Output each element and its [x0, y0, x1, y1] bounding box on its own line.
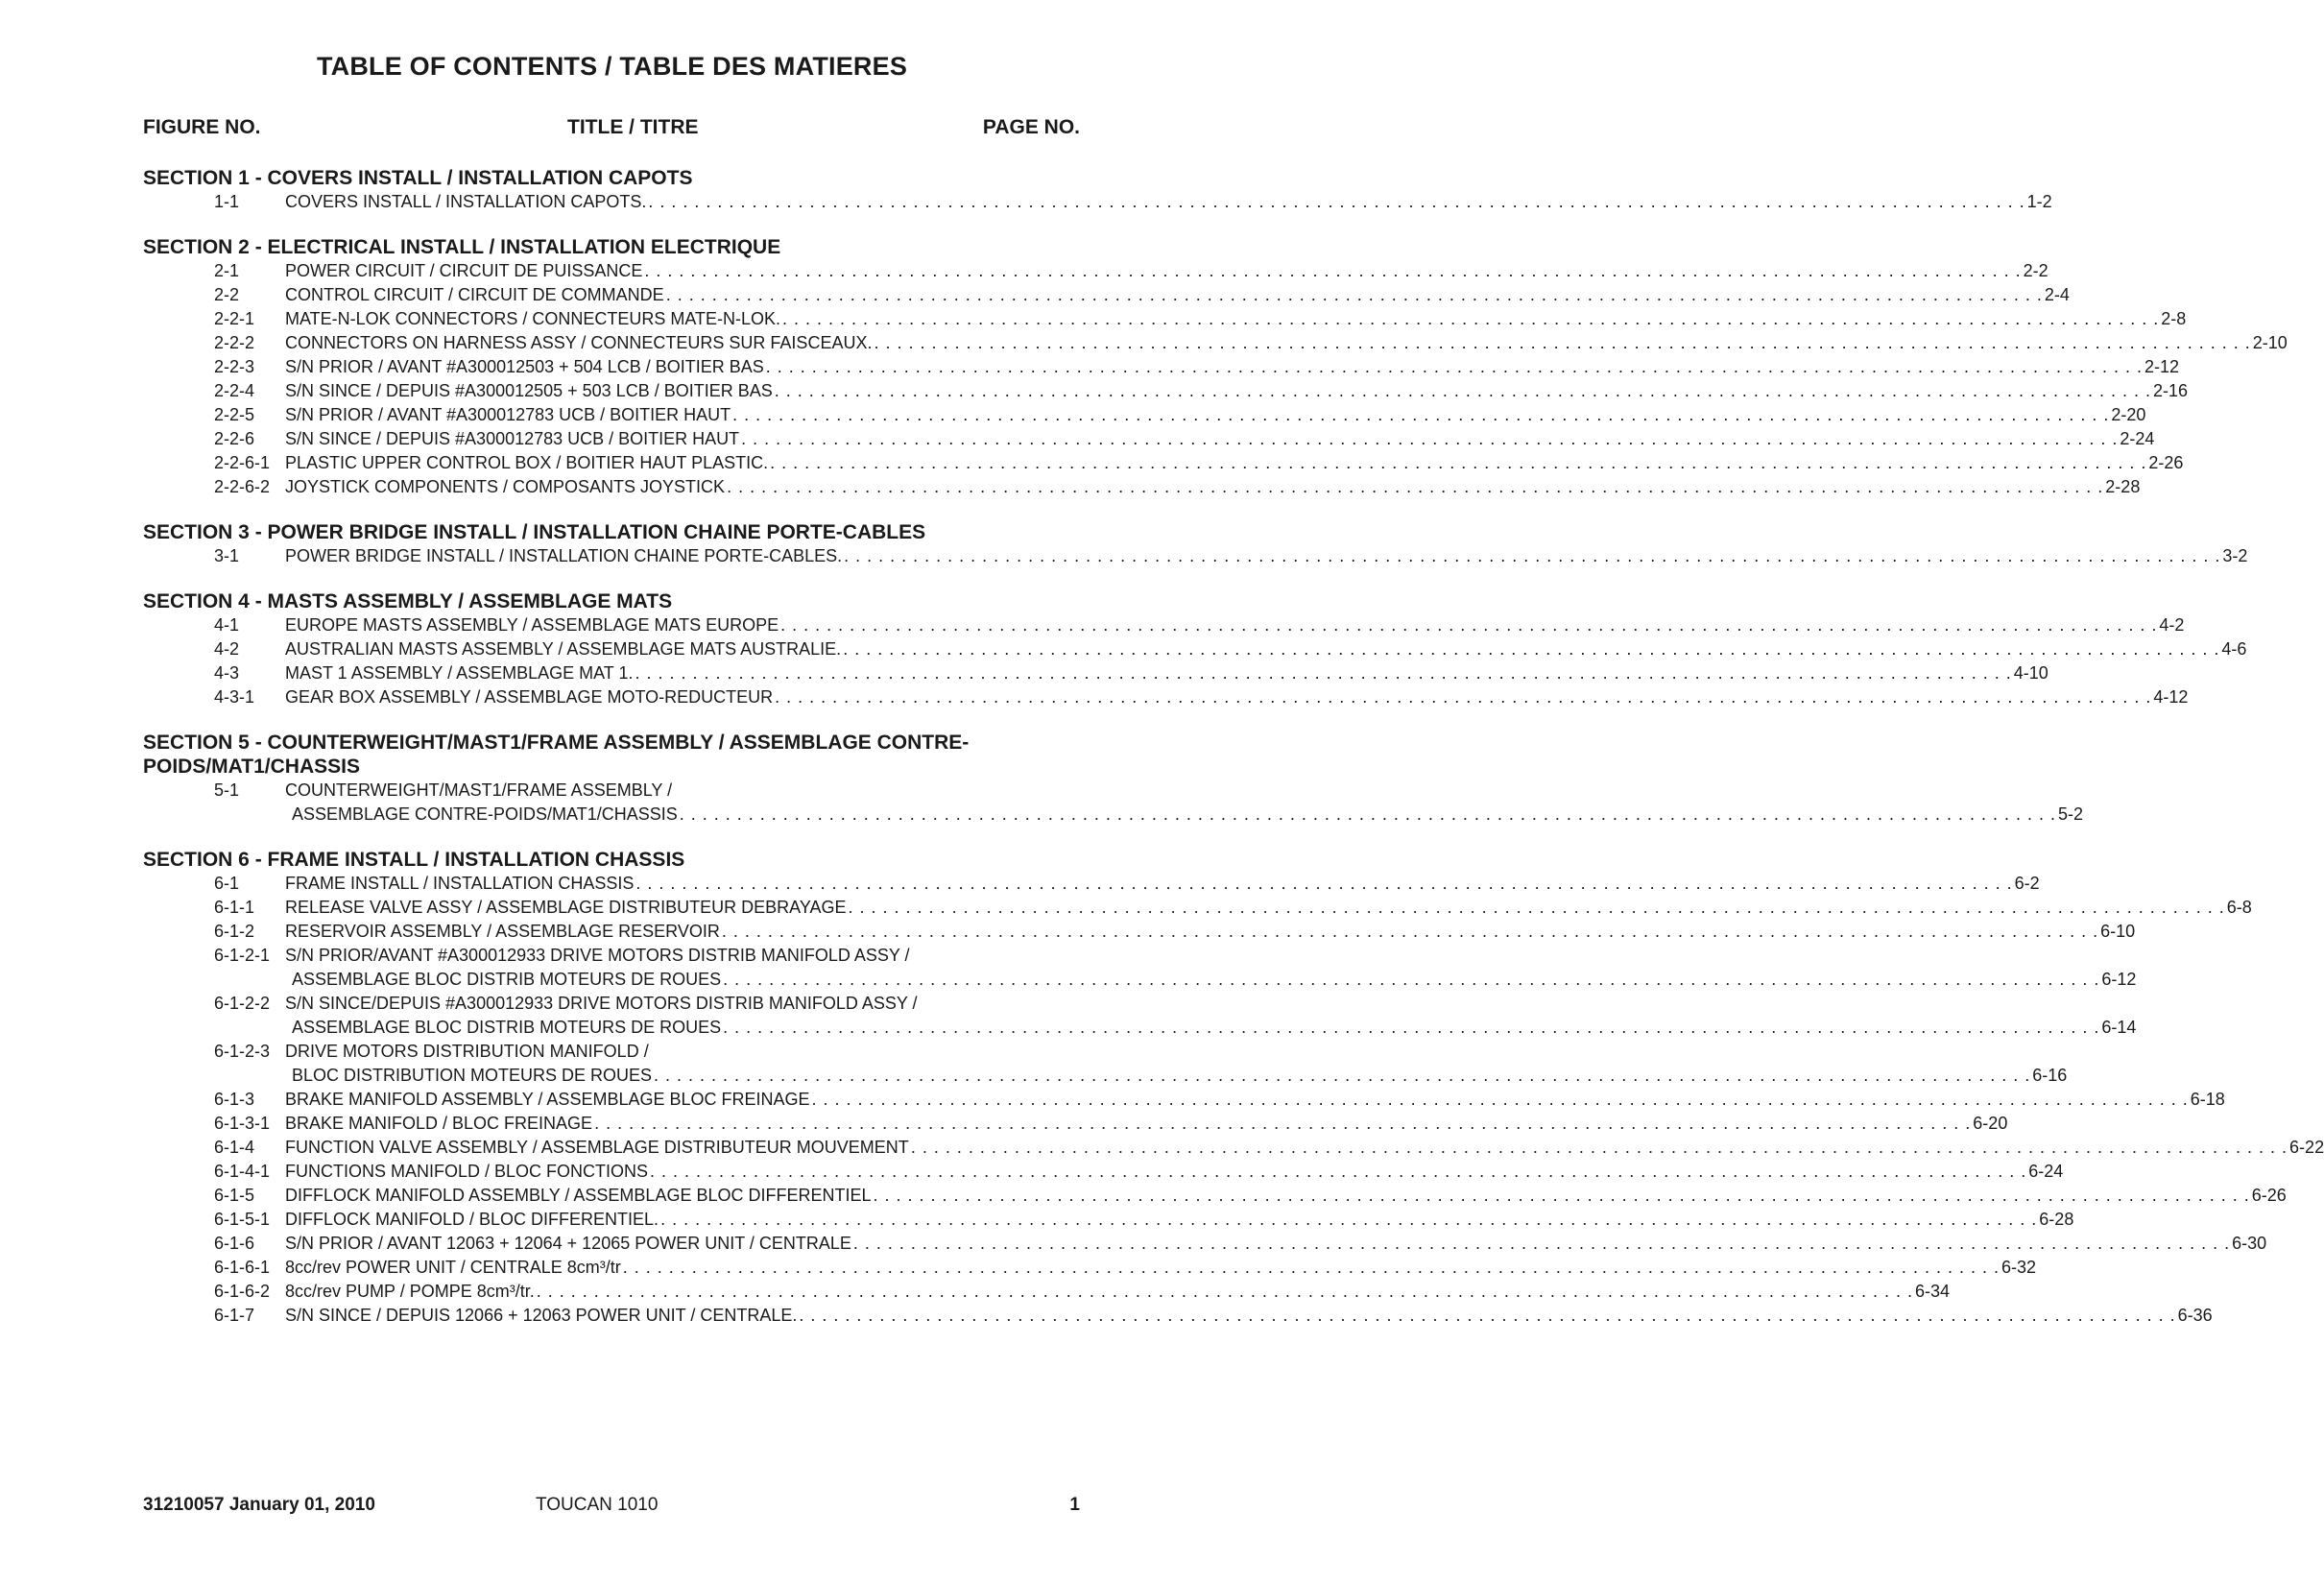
page-number: 4-6 — [2221, 639, 2247, 659]
entry-title — [285, 1112, 2008, 1136]
entry-title — [285, 283, 2070, 307]
page-number: 6-26 — [2251, 1186, 2287, 1205]
entry-title-text: CONNECTORS ON HARNESS ASSY / CONNECTEURS SUR FAISCEAUX. — [285, 333, 873, 352]
figure-number: 6-1-1 — [214, 898, 255, 917]
entry-title-line — [285, 451, 2184, 475]
figure-number: 6-1-4 — [214, 1138, 255, 1157]
dot-leader: . . . . . . . . . . . . . . . . . . . . . . . . . . . . . . . . . . . . . . . . . . . . . . . . . . . . . . . . . . . . . . . . . . . . . . . . . . . . . . . . . . . . . . . . . . . . . . . . . . . . . . . . . . . . . . . . . . . . . . . . — [732, 405, 2110, 424]
entry-title-line — [285, 331, 2288, 355]
page-number: 2-10 — [2252, 333, 2288, 352]
entry-title — [285, 307, 2187, 331]
figure-number: 6-1-5-1 — [214, 1210, 271, 1229]
page-number: 2-20 — [2111, 405, 2146, 424]
toc-entry — [143, 685, 2189, 709]
figure-number: 6-1-7 — [214, 1306, 255, 1325]
dot-leader: . . . . . . . . . . . . . . . . . . . . . . . . . . . . . . . . . . . . . . . . . . . . . . . . . . . . . . . . . . . . . . . . . . . . . . . . . . . . . . . . . . . . . . . . . . . . . . . . . . . . . . . . . . . . . . . . . . . . . . . . — [874, 333, 2251, 352]
figure-number: 2-2-3 — [214, 357, 255, 376]
page-number: 6-34 — [1914, 1282, 1950, 1301]
toc-entry — [143, 1088, 2225, 1112]
figure-number: 4-3-1 — [214, 687, 255, 707]
page-number: 6-2 — [2014, 874, 2040, 893]
figure-number: 6-1-6-1 — [214, 1258, 271, 1277]
entry-title-line — [285, 1280, 1950, 1304]
dot-leader: . . . . . . . . . . . . . . . . . . . . . . . . . . . . . . . . . . . . . . . . . . . . . . . . . . . . . . . . . . . . . . . . . . . . . . . . . . . . . . . . . . . . . . . . . . . . . . . . . . . . . . . . . . . . . . . . . . . . . . . . — [811, 1090, 2189, 1109]
entry-title — [285, 427, 2155, 451]
toc-entry — [143, 779, 2083, 827]
entry-title-text: FRAME INSTALL / INSTALLATION CHASSIS — [285, 874, 635, 893]
entry-title-text: PLASTIC UPPER CONTROL BOX / BOITIER HAUT PLASTIC. — [285, 453, 769, 472]
figure-number: 6-1-3 — [214, 1090, 255, 1109]
entry-title — [285, 872, 2040, 896]
entry-title-line — [285, 1112, 2008, 1136]
dot-leader: . . . . . . . . . . . . . . . . . . . . . . . . . . . . . . . . . . . . . . . . . . . . . . . . . . . . . . . . . . . . . . . . . . . . . . . . . . . . . . . . . . . . . . . . . . . . . . . . . . . . . . . . . . . . . . . . . . . . . . . . — [782, 309, 2160, 328]
entry-title-line — [285, 803, 2083, 827]
entry-title-text: POWER BRIDGE INSTALL / INSTALLATION CHAINE PORTE-CABLES. — [285, 546, 843, 565]
entry-title-line — [285, 613, 2185, 637]
entry-title-line — [285, 1184, 2287, 1208]
entry-title-line — [285, 259, 2048, 283]
entry-title-line — [285, 685, 2189, 709]
section-heading: SECTION 6 - FRAME INSTALL / INSTALLATION CHASSIS — [143, 849, 685, 871]
figure-number: 4-2 — [214, 639, 240, 659]
entry-title — [285, 1208, 2074, 1232]
entry-title-line — [285, 661, 2048, 685]
figure-number: 2-2-1 — [214, 309, 255, 328]
entry-title — [285, 1256, 2036, 1280]
page-number: 6-30 — [2232, 1234, 2267, 1253]
entry-title-text: POWER CIRCUIT / CIRCUIT DE PUISSANCE — [285, 261, 643, 280]
entry-title-line — [285, 920, 2136, 944]
toc-entry — [143, 637, 2247, 661]
entry-title-line — [285, 1064, 2068, 1088]
toc-entry — [143, 1184, 2287, 1208]
footer-doc-date: 31210057 January 01, 2010 — [143, 1495, 375, 1515]
entry-title-text: S/N PRIOR / AVANT #A300012783 UCB / BOITIER HAUT — [285, 405, 731, 424]
entry-title-text: ASSEMBLAGE CONTRE-POIDS/MAT1/CHASSIS — [292, 804, 678, 824]
toc-entry — [143, 355, 2180, 379]
figure-number: 6-1 — [214, 874, 240, 893]
entry-title — [285, 403, 2146, 427]
page-number: 3-2 — [2222, 546, 2248, 565]
dot-leader: . . . . . . . . . . . . . . . . . . . . . . . . . . . . . . . . . . . . . . . . . . . . . . . . . . . . . . . . . . . . . . . . . . . . . . . . . . . . . . . . . . . . . . . . . . . . . . . . . . . . . . . . . . . . . . . . . . . . . . . . — [536, 1282, 1913, 1301]
entry-title-text: RELEASE VALVE ASSY / ASSEMBLAGE DISTRIBUTEUR DEBRAYAGE — [285, 898, 847, 917]
page-number: 6-28 — [2039, 1210, 2074, 1229]
page-number: 6-8 — [2226, 898, 2252, 917]
toc-section — [143, 235, 2288, 499]
entry-title-text: GEAR BOX ASSEMBLY / ASSEMBLAGE MOTO-REDUCTEUR — [285, 687, 774, 707]
dot-leader: . . . . . . . . . . . . . . . . . . . . . . . . . . . . . . . . . . . . . . . . . . . . . . . . . . . . . . . . . . . . . . . . . . . . . . . . . . . . . . . . . . . . . . . . . . . . . . . . . . . . . . . . . . . . . . . . . . . . . . . . — [660, 1210, 2038, 1229]
dot-leader: . . . . . . . . . . . . . . . . . . . . . . . . . . . . . . . . . . . . . . . . . . . . . . . . . . . . . . . . . . . . . . . . . . . . . . . . . . . . . . . . . . . . . . . . . . . . . . . . . . . . . . . . . . . . . . . . . . . . . . . . — [770, 453, 2147, 472]
toc-entry — [143, 403, 2146, 427]
toc-entry — [143, 896, 2252, 920]
entry-title-line — [285, 896, 2252, 920]
toc-section — [143, 731, 2083, 827]
figure-number: 2-2 — [214, 285, 240, 304]
figure-number: 2-2-6-2 — [214, 477, 271, 496]
figure-number: 6-1-2 — [214, 922, 255, 941]
dot-leader: . . . . . . . . . . . . . . . . . . . . . . . . . . . . . . . . . . . . . . . . . . . . . . . . . . . . . . . . . . . . . . . . . . . . . . . . . . . . . . . . . . . . . . . . . . . . . . . . . . . . . . . . . . . . . . . . . . . . . . . . — [780, 615, 2158, 635]
entry-title — [285, 1040, 2068, 1088]
entry-title-line — [285, 637, 2247, 661]
dot-leader: . . . . . . . . . . . . . . . . . . . . . . . . . . . . . . . . . . . . . . . . . . . . . . . . . . . . . . . . . . . . . . . . . . . . . . . . . . . . . . . . . . . . . . . . . . . . . . . . . . . . . . . . . . . . . . . . . . . . . . . . — [665, 285, 2043, 304]
entry-title-line — [285, 403, 2146, 427]
toc-entry — [143, 451, 2184, 475]
page-number: 2-8 — [2161, 309, 2187, 328]
entry-title-text: S/N PRIOR / AVANT #A300012503 + 504 LCB / BOITIER BAS — [285, 357, 764, 376]
entry-title — [285, 379, 2189, 403]
figure-number: 6-1-6-2 — [214, 1282, 271, 1301]
figure-number: 6-1-2-1 — [214, 946, 271, 965]
entry-title-text: CONTROL CIRCUIT / CIRCUIT DE COMMANDE — [285, 285, 664, 304]
page-title: TABLE OF CONTENTS / TABLE DES MATIERES — [316, 52, 908, 81]
dot-leader: . . . . . . . . . . . . . . . . . . . . . . . . . . . . . . . . . . . . . . . . . . . . . . . . . . . . . . . . . . . . . . . . . . . . . . . . . . . . . . . . . . . . . . . . . . . . . . . . . . . . . . . . . . . . . . . . . . . . . . . . — [873, 1186, 2250, 1205]
entry-title — [285, 661, 2048, 685]
figure-number: 2-2-2 — [214, 333, 255, 352]
toc-entry — [143, 992, 2137, 1040]
entry-title-text: BRAKE MANIFOLD ASSEMBLY / ASSEMBLAGE BLOC FREINAGE — [285, 1090, 810, 1109]
entry-title-text: S/N SINCE / DEPUIS #A300012505 + 503 LCB / BOITIER BAS — [285, 381, 773, 400]
entry-title-line — [285, 355, 2180, 379]
page-no-header: PAGE NO. — [982, 116, 1080, 138]
entry-title-text: DIFFLOCK MANIFOLD / BLOC DIFFERENTIEL. — [285, 1210, 659, 1229]
toc-entry — [143, 307, 2187, 331]
toc-entry — [143, 1280, 1950, 1304]
toc-section — [143, 848, 2324, 1328]
figure-number: 4-1 — [214, 615, 240, 635]
page-number: 6-22 — [2289, 1138, 2324, 1157]
figure-number: 2-2-4 — [214, 381, 255, 400]
section-heading: SECTION 5 - COUNTERWEIGHT/MAST1/FRAME ASSEMBLY / ASSEMBLAGE CONTRE-POIDS/MAT1/CHASSIS — [143, 732, 970, 778]
entry-title — [285, 1160, 2064, 1184]
entry-title-text: RESERVOIR ASSEMBLY / ASSEMBLAGE RESERVOIR — [285, 922, 720, 941]
entry-title-line — [285, 544, 2248, 568]
page-number: 6-20 — [1973, 1114, 2008, 1133]
page-number: 2-26 — [2148, 453, 2184, 472]
figure-number: 6-1-3-1 — [214, 1114, 271, 1133]
entry-title-text: BLOC DISTRIBUTION MOTEURS DE ROUES — [292, 1066, 653, 1085]
entry-title — [285, 1136, 2324, 1160]
figure-number: 3-1 — [214, 546, 240, 565]
toc-entry — [143, 613, 2185, 637]
dot-leader: . . . . . . . . . . . . . . . . . . . . . . . . . . . . . . . . . . . . . . . . . . . . . . . . . . . . . . . . . . . . . . . . . . . . . . . . . . . . . . . . . . . . . . . . . . . . . . . . . . . . . . . . . . . . . . . . . . . . . . . . — [774, 381, 2151, 400]
dot-leader: . . . . . . . . . . . . . . . . . . . . . . . . . . . . . . . . . . . . . . . . . . . . . . . . . . . . . . . . . . . . . . . . . . . . . . . . . . . . . . . . . . . . . . . . . . . . . . . . . . . . . . . . . . . . . . . . . . . . . . . . — [648, 192, 2025, 211]
figure-number: 6-1-2-3 — [214, 1042, 271, 1061]
entry-title — [285, 475, 2141, 499]
entry-title — [285, 779, 2083, 827]
page-number: 6-12 — [2101, 970, 2137, 989]
toc-entry — [143, 331, 2288, 355]
entry-title — [285, 944, 2137, 992]
toc-entry — [143, 379, 2189, 403]
dot-leader: . . . . . . . . . . . . . . . . . . . . . . . . . . . . . . . . . . . . . . . . . . . . . . . . . . . . . . . . . . . . . . . . . . . . . . . . . . . . . . . . . . . . . . . . . . . . . . . . . . . . . . . . . . . . . . . . . . . . . . . . — [622, 1258, 2000, 1277]
toc-entry — [143, 427, 2155, 451]
page-number: 5-2 — [2057, 804, 2083, 824]
entry-title-line — [285, 992, 1070, 1016]
figure-number: 6-1-4-1 — [214, 1162, 271, 1181]
entry-title-line — [285, 1304, 2213, 1328]
figure-number: 2-1 — [214, 261, 240, 280]
entry-title-text: JOYSTICK COMPONENTS / COMPOSANTS JOYSTICK — [285, 477, 726, 496]
toc-entry — [143, 944, 2137, 992]
title-header: TITLE / TITRE — [567, 116, 699, 138]
dot-leader: . . . . . . . . . . . . . . . . . . . . . . . . . . . . . . . . . . . . . . . . . . . . . . . . . . . . . . . . . . . . . . . . . . . . . . . . . . . . . . . . . . . . . . . . . . . . . . . . . . . . . . . . . . . . . . . . . . . . . . . . — [679, 804, 2056, 824]
toc-entry — [143, 190, 2052, 214]
dot-leader: . . . . . . . . . . . . . . . . . . . . . . . . . . . . . . . . . . . . . . . . . . . . . . . . . . . . . . . . . . . . . . . . . . . . . . . . . . . . . . . . . . . . . . . . . . . . . . . . . . . . . . . . . . . . . . . . . . . . . . . . — [635, 663, 2012, 683]
page-number: 2-16 — [2152, 381, 2189, 400]
page-number: 4-2 — [2159, 615, 2185, 635]
page-number: 6-36 — [2177, 1306, 2213, 1325]
entry-title-text: S/N SINCE/DEPUIS #A300012933 DRIVE MOTORS DISTRIB MANIFOLD ASSY / — [285, 994, 918, 1013]
page-number: 4-12 — [2153, 687, 2189, 707]
dot-leader: . . . . . . . . . . . . . . . . . . . . . . . . . . . . . . . . . . . . . . . . . . . . . . . . . . . . . . . . . . . . . . . . . . . . . . . . . . . . . . . . . . . . . . . . . . . . . . . . . . . . . . . . . . . . . . . . . . . . . . . . — [723, 1018, 2100, 1037]
footer-page-number: 1 — [1069, 1495, 1080, 1515]
dot-leader: . . . . . . . . . . . . . . . . . . . . . . . . . . . . . . . . . . . . . . . . . . . . . . . . . . . . . . . . . . . . . . . . . . . . . . . . . . . . . . . . . . . . . . . . . . . . . . . . . . . . . . . . . . . . . . . . . . . . . . . . — [910, 1138, 2288, 1157]
page-number: 2-2 — [2023, 261, 2048, 280]
page-number: 6-14 — [2101, 1018, 2137, 1037]
page-number: 6-24 — [2028, 1162, 2064, 1181]
toc-entry — [143, 1232, 2267, 1256]
toc-entry — [143, 1304, 2213, 1328]
entry-title — [285, 190, 2052, 214]
entry-title — [285, 613, 2185, 637]
section-heading: SECTION 3 - POWER BRIDGE INSTALL / INSTALLATION CHAINE PORTE-CABLES — [143, 521, 926, 543]
dot-leader: . . . . . . . . . . . . . . . . . . . . . . . . . . . . . . . . . . . . . . . . . . . . . . . . . . . . . . . . . . . . . . . . . . . . . . . . . . . . . . . . . . . . . . . . . . . . . . . . . . . . . . . . . . . . . . . . . . . . . . . . — [775, 687, 2152, 707]
entry-title-line — [285, 1256, 2036, 1280]
dot-leader: . . . . . . . . . . . . . . . . . . . . . . . . . . . . . . . . . . . . . . . . . . . . . . . . . . . . . . . . . . . . . . . . . . . . . . . . . . . . . . . . . . . . . . . . . . . . . . . . . . . . . . . . . . . . . . . . . . . . . . . . — [635, 874, 2013, 893]
entry-title-line — [285, 427, 2155, 451]
toc-entry — [143, 1256, 2036, 1280]
entry-title-text: MAST 1 ASSEMBLY / ASSEMBLAGE MAT 1. — [285, 663, 634, 683]
page-number: 1-2 — [2026, 192, 2052, 211]
toc-section — [143, 166, 2052, 214]
entry-title — [285, 1280, 1950, 1304]
toc-entry — [143, 1112, 2008, 1136]
entry-title-text: S/N PRIOR / AVANT 12063 + 12064 + 12065 POWER UNIT / CENTRALE — [285, 1234, 851, 1253]
entry-title-text: ASSEMBLAGE BLOC DISTRIB MOTEURS DE ROUES — [292, 1018, 722, 1037]
toc-entry — [143, 544, 2248, 568]
page-number: 6-10 — [2100, 922, 2136, 941]
entry-title-line — [285, 1016, 2137, 1040]
dot-leader: . . . . . . . . . . . . . . . . . . . . . . . . . . . . . . . . . . . . . . . . . . . . . . . . . . . . . . . . . . . . . . . . . . . . . . . . . . . . . . . . . . . . . . . . . . . . . . . . . . . . . . . . . . . . . . . . . . . . . . . . — [721, 922, 2099, 941]
figure-number: 1-1 — [214, 192, 240, 211]
dot-leader: . . . . . . . . . . . . . . . . . . . . . . . . . . . . . . . . . . . . . . . . . . . . . . . . . . . . . . . . . . . . . . . . . . . . . . . . . . . . . . . . . . . . . . . . . . . . . . . . . . . . . . . . . . . . . . . . . . . . . . . . — [727, 477, 2104, 496]
entry-title-line — [285, 475, 2141, 499]
dot-leader: . . . . . . . . . . . . . . . . . . . . . . . . . . . . . . . . . . . . . . . . . . . . . . . . . . . . . . . . . . . . . . . . . . . . . . . . . . . . . . . . . . . . . . . . . . . . . . . . . . . . . . . . . . . . . . . . . . . . . . . . — [848, 898, 2225, 917]
dot-leader: . . . . . . . . . . . . . . . . . . . . . . . . . . . . . . . . . . . . . . . . . . . . . . . . . . . . . . . . . . . . . . . . . . . . . . . . . . . . . . . . . . . . . . . . . . . . . . . . . . . . . . . . . . . . . . . . . . . . . . . . — [650, 1162, 2027, 1181]
figure-number: 6-1-6 — [214, 1234, 255, 1253]
section-heading: SECTION 2 - ELECTRICAL INSTALL / INSTALLATION ELECTRIQUE — [143, 236, 781, 258]
table-of-contents — [143, 166, 2324, 1349]
page-number: 2-28 — [2105, 477, 2141, 496]
dot-leader: . . . . . . . . . . . . . . . . . . . . . . . . . . . . . . . . . . . . . . . . . . . . . . . . . . . . . . . . . . . . . . . . . . . . . . . . . . . . . . . . . . . . . . . . . . . . . . . . . . . . . . . . . . . . . . . . . . . . . . . . — [765, 357, 2143, 376]
section-heading: SECTION 4 - MASTS ASSEMBLY / ASSEMBLAGE MATS — [143, 590, 673, 612]
toc-entry — [143, 661, 2048, 685]
entry-title — [285, 1304, 2213, 1328]
entry-title-text: BRAKE MANIFOLD / BLOC FREINAGE — [285, 1114, 593, 1133]
entry-title — [285, 920, 2136, 944]
figure-number: 5-1 — [214, 780, 240, 800]
toc-entry — [143, 1040, 2068, 1088]
entry-title-text: 8cc/rev POWER UNIT / CENTRALE 8cm³/tr — [285, 1258, 621, 1277]
dot-leader: . . . . . . . . . . . . . . . . . . . . . . . . . . . . . . . . . . . . . . . . . . . . . . . . . . . . . . . . . . . . . . . . . . . . . . . . . . . . . . . . . . . . . . . . . . . . . . . . . . . . . . . . . . . . . . . . . . . . . . . . — [843, 639, 2220, 659]
figure-number: 6-1-2-2 — [214, 994, 271, 1013]
entry-title-text: COVERS INSTALL / INSTALLATION CAPOTS. — [285, 192, 647, 211]
page-number: 6-18 — [2190, 1090, 2225, 1109]
entry-title — [285, 259, 2048, 283]
entry-title-text: FUNCTIONS MANIFOLD / BLOC FONCTIONS — [285, 1162, 649, 1181]
dot-leader: . . . . . . . . . . . . . . . . . . . . . . . . . . . . . . . . . . . . . . . . . . . . . . . . . . . . . . . . . . . . . . . . . . . . . . . . . . . . . . . . . . . . . . . . . . . . . . . . . . . . . . . . . . . . . . . . . . . . . . . . — [654, 1066, 2031, 1085]
entry-title-text: FUNCTION VALVE ASSEMBLY / ASSEMBLAGE DISTRIBUTEUR MOUVEMENT — [285, 1138, 909, 1157]
entry-title-text: MATE-N-LOK CONNECTORS / CONNECTEURS MATE-N-LOK. — [285, 309, 781, 328]
entry-title — [285, 637, 2247, 661]
entry-title-line — [285, 872, 2040, 896]
entry-title-text: DIFFLOCK MANIFOLD ASSEMBLY / ASSEMBLAGE BLOC DIFFERENTIEL — [285, 1186, 872, 1205]
entry-title — [285, 896, 2252, 920]
entry-title — [285, 685, 2189, 709]
section-heading: SECTION 1 - COVERS INSTALL / INSTALLATION CAPOTS — [143, 167, 693, 189]
dot-leader: . . . . . . . . . . . . . . . . . . . . . . . . . . . . . . . . . . . . . . . . . . . . . . . . . . . . . . . . . . . . . . . . . . . . . . . . . . . . . . . . . . . . . . . . . . . . . . . . . . . . . . . . . . . . . . . . . . . . . . . . — [799, 1306, 2176, 1325]
entry-title — [285, 331, 2288, 355]
entry-title-text: S/N SINCE / DEPUIS 12066 + 12063 POWER UNIT / CENTRALE. — [285, 1306, 798, 1325]
figure-number: 4-3 — [214, 663, 240, 683]
entry-title-text: AUSTRALIAN MASTS ASSEMBLY / ASSEMBLAGE MATS AUSTRALIE. — [285, 639, 842, 659]
entry-title-line — [285, 307, 2187, 331]
entry-title-text: 8cc/rev PUMP / POMPE 8cm³/tr. — [285, 1282, 535, 1301]
figure-no-header: FIGURE NO. — [143, 116, 261, 138]
entry-title-text: DRIVE MOTORS DISTRIBUTION MANIFOLD / — [285, 1042, 649, 1061]
figure-number: 2-2-6-1 — [214, 453, 271, 472]
entry-title-line — [285, 944, 1070, 968]
entry-title-line — [285, 283, 2070, 307]
entry-title-line — [285, 1208, 2074, 1232]
entry-title-text: S/N PRIOR/AVANT #A300012933 DRIVE MOTORS DISTRIB MANIFOLD ASSY / — [285, 946, 910, 965]
dot-leader: . . . . . . . . . . . . . . . . . . . . . . . . . . . . . . . . . . . . . . . . . . . . . . . . . . . . . . . . . . . . . . . . . . . . . . . . . . . . . . . . . . . . . . . . . . . . . . . . . . . . . . . . . . . . . . . . . . . . . . . . — [852, 1234, 2231, 1253]
entry-title-line — [285, 968, 2137, 992]
footer-model: TOUCAN 1010 — [536, 1495, 659, 1515]
dot-leader: . . . . . . . . . . . . . . . . . . . . . . . . . . . . . . . . . . . . . . . . . . . . . . . . . . . . . . . . . . . . . . . . . . . . . . . . . . . . . . . . . . . . . . . . . . . . . . . . . . . . . . . . . . . . . . . . . . . . . . . . — [723, 970, 2100, 989]
toc-entry — [143, 283, 2070, 307]
entry-title-line — [285, 1088, 2225, 1112]
entry-title-line — [285, 1136, 2324, 1160]
toc-entry — [143, 475, 2141, 499]
entry-title-line — [285, 779, 1070, 803]
toc-entry — [143, 1208, 2074, 1232]
entry-title — [285, 451, 2184, 475]
toc-entry — [143, 1160, 2064, 1184]
dot-leader: . . . . . . . . . . . . . . . . . . . . . . . . . . . . . . . . . . . . . . . . . . . . . . . . . . . . . . . . . . . . . . . . . . . . . . . . . . . . . . . . . . . . . . . . . . . . . . . . . . . . . . . . . . . . . . . . . . . . . . . . — [644, 261, 2022, 280]
toc-entry — [143, 259, 2048, 283]
toc-entry — [143, 872, 2040, 896]
entry-title-text: EUROPE MASTS ASSEMBLY / ASSEMBLAGE MATS EUROPE — [285, 615, 779, 635]
entry-title — [285, 355, 2180, 379]
page-number: 2-4 — [2044, 285, 2070, 304]
toc-entry — [143, 920, 2136, 944]
toc-section — [143, 520, 2248, 568]
entry-title-line — [285, 190, 2052, 214]
entry-title-line — [285, 1232, 2267, 1256]
entry-title — [285, 1184, 2287, 1208]
entry-title-text: ASSEMBLAGE BLOC DISTRIB MOTEURS DE ROUES — [292, 970, 722, 989]
entry-title — [285, 1232, 2267, 1256]
entry-title-line — [285, 379, 2189, 403]
figure-number: 2-2-6 — [214, 429, 255, 448]
page-number: 6-16 — [2032, 1066, 2068, 1085]
dot-leader: . . . . . . . . . . . . . . . . . . . . . . . . . . . . . . . . . . . . . . . . . . . . . . . . . . . . . . . . . . . . . . . . . . . . . . . . . . . . . . . . . . . . . . . . . . . . . . . . . . . . . . . . . . . . . . . . . . . . . . . . — [594, 1114, 1972, 1133]
toc-entry — [143, 1136, 2324, 1160]
entry-title-text: S/N SINCE / DEPUIS #A300012783 UCB / BOITIER HAUT — [285, 429, 740, 448]
figure-number: 6-1-5 — [214, 1186, 255, 1205]
page-number: 2-24 — [2120, 429, 2155, 448]
entry-title-line — [285, 1160, 2064, 1184]
entry-title — [285, 1088, 2225, 1112]
figure-number: 2-2-5 — [214, 405, 255, 424]
toc-section — [143, 589, 2247, 709]
entry-title-line — [285, 1040, 1070, 1064]
entry-title-text: COUNTERWEIGHT/MAST1/FRAME ASSEMBLY / — [285, 780, 673, 800]
dot-leader: . . . . . . . . . . . . . . . . . . . . . . . . . . . . . . . . . . . . . . . . . . . . . . . . . . . . . . . . . . . . . . . . . . . . . . . . . . . . . . . . . . . . . . . . . . . . . . . . . . . . . . . . . . . . . . . . . . . . . . . . — [741, 429, 2119, 448]
page-number: 4-10 — [2013, 663, 2048, 683]
page-number: 2-12 — [2144, 357, 2180, 376]
entry-title — [285, 992, 2137, 1040]
entry-title — [285, 544, 2248, 568]
dot-leader: . . . . . . . . . . . . . . . . . . . . . . . . . . . . . . . . . . . . . . . . . . . . . . . . . . . . . . . . . . . . . . . . . . . . . . . . . . . . . . . . . . . . . . . . . . . . . . . . . . . . . . . . . . . . . . . . . . . . . . . . — [844, 546, 2221, 565]
page-number: 6-32 — [2001, 1258, 2036, 1277]
